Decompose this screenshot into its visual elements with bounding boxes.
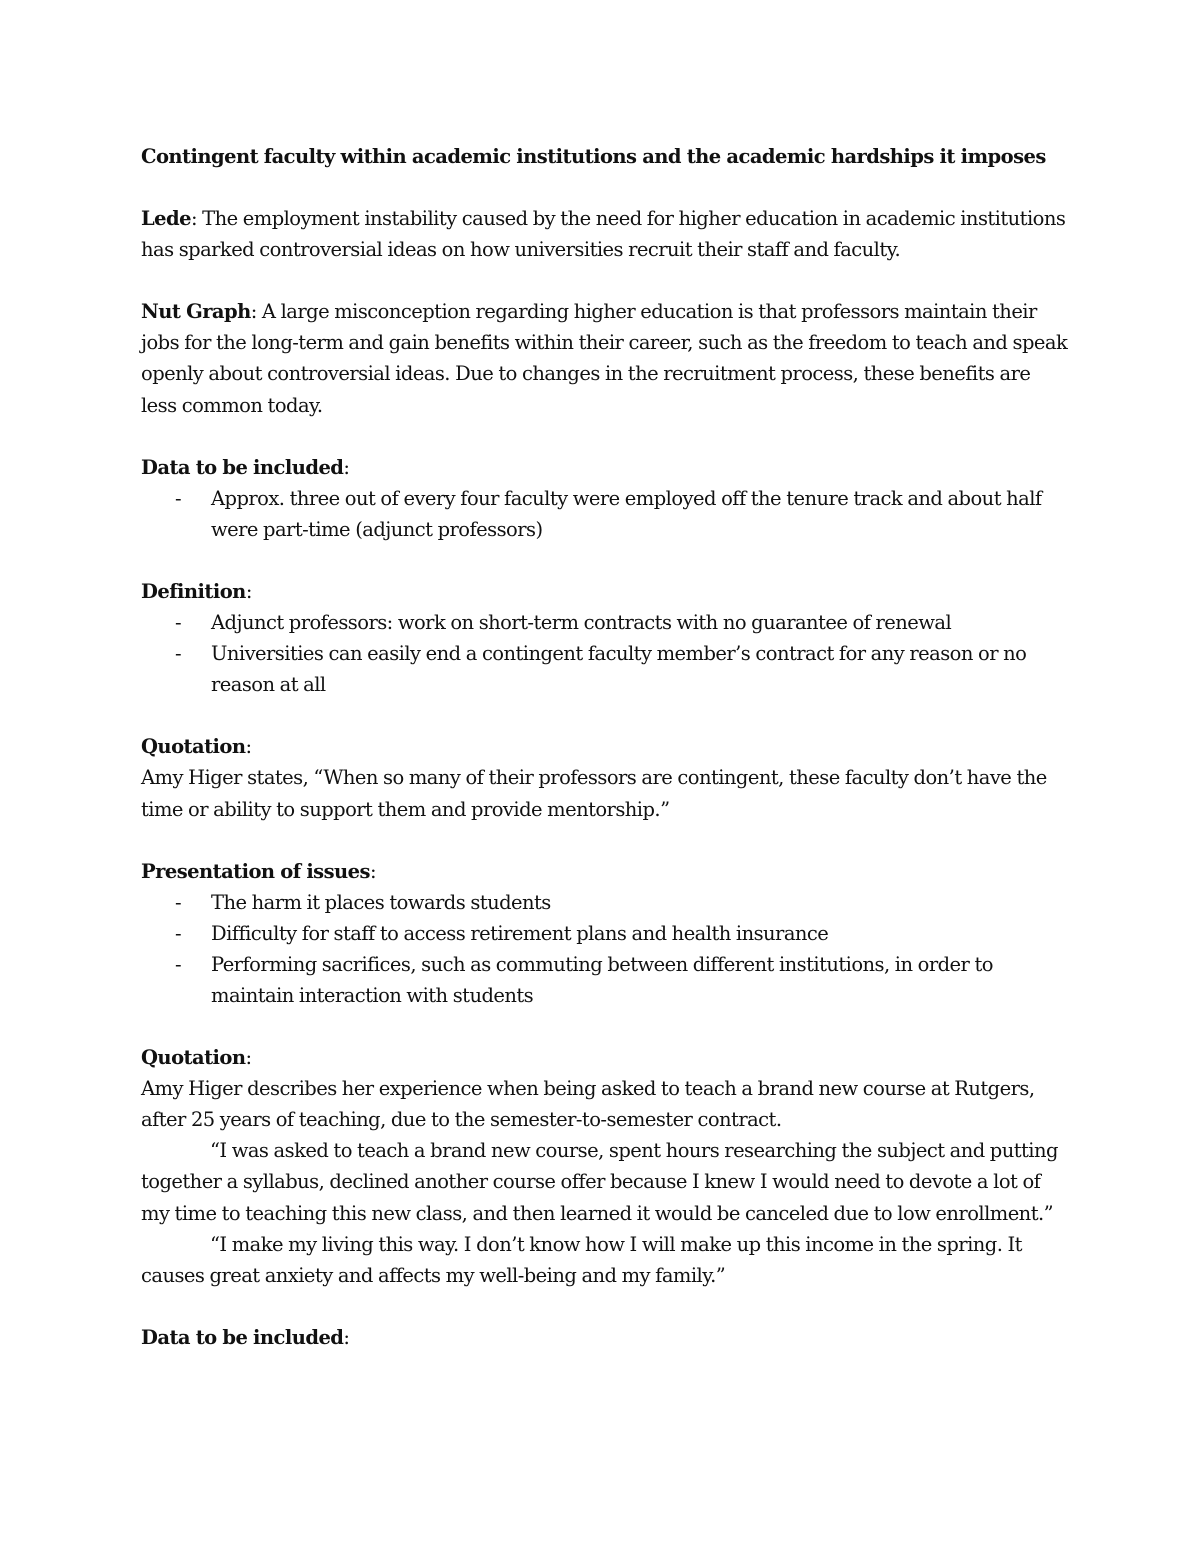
quotation-colon-1: : (245, 735, 252, 759)
data-label-1: Data to be included (141, 455, 344, 479)
data-heading-2 (141, 1322, 1071, 1353)
definition-label: Definition (141, 579, 246, 603)
issues-heading (141, 856, 1071, 887)
list-item (141, 607, 1071, 638)
definition-section (141, 576, 1071, 700)
quotation-section-2 (141, 1042, 1071, 1291)
quote-paragraph: “I make my living this way. I don’t know how I will make up this income in the spring. It causes great anxiety and affects my well-being and my family.” (141, 1232, 1022, 1287)
data-colon-1: : (343, 455, 350, 479)
quotation-label-1: Quotation (141, 735, 246, 759)
quotation-heading-2 (141, 1042, 1071, 1073)
issues-section (141, 856, 1071, 1011)
bullet-dash: - (175, 642, 182, 666)
lede-label: Lede (141, 207, 191, 231)
list-item (141, 483, 1071, 545)
document-page (141, 141, 1071, 1353)
data-colon-2: : (343, 1325, 350, 1349)
list-item-text: Performing sacrifices, such as commuting between different institutions, in order to maintain interaction with students (211, 952, 993, 1007)
lede-colon: : (190, 207, 197, 231)
issues-label: Presentation of issues (141, 859, 370, 883)
bullet-dash: - (175, 921, 182, 945)
list-item-text: The harm it places towards students (211, 890, 551, 914)
definition-list (141, 607, 1071, 700)
bullet-dash: - (175, 611, 182, 635)
data-section-2 (141, 1322, 1071, 1353)
list-item (141, 638, 1071, 700)
list-item (141, 918, 1071, 949)
lede-section (141, 203, 1071, 265)
nut-graph-text: A large misconception regarding higher education is that professors maintain their jobs for the long-term and gain benefits within their career, such as the freedom to teach and speak openly about controversial ideas. Due to changes in the recruitment process, these benefits are less common today. (141, 300, 1068, 417)
list-item-text: Approx. three out of every four faculty were employed off the tenure track and about half were part-time (adjunct professors) (211, 486, 1042, 541)
list-item-text: Difficulty for staff to access retirement plans and health insurance (211, 921, 829, 945)
data-section-1 (141, 452, 1071, 545)
data-list-1 (141, 483, 1071, 545)
nut-graph-colon: : (250, 300, 257, 324)
list-item (141, 949, 1071, 1011)
nut-graph-paragraph (141, 296, 1071, 420)
issues-list (141, 887, 1071, 1011)
lede-paragraph (141, 203, 1071, 265)
bullet-dash: - (175, 890, 182, 914)
nut-graph-label: Nut Graph (141, 300, 251, 324)
quotation-label-2: Quotation (141, 1046, 246, 1070)
nut-graph-section (141, 296, 1071, 420)
bullet-dash: - (175, 486, 182, 510)
quotation-text-1: Amy Higer states, “When so many of their professors are contingent, these faculty don’t have the time or ability to support them and provide mentorship.” (141, 766, 1047, 821)
bullet-dash: - (175, 952, 182, 976)
definition-heading (141, 576, 1071, 607)
quotation-colon-2: : (245, 1046, 252, 1070)
quotation-heading-1 (141, 731, 1071, 762)
quotation-intro-2: Amy Higer describes her experience when being asked to teach a brand new course at Rutgers, after 25 years of teaching, due to the semester-to-semester contract. (141, 1077, 1035, 1132)
list-item (141, 887, 1071, 918)
quote-paragraph: “I was asked to teach a brand new course, spent hours researching the subject and putting together a syllabus, declined another course offer because I knew I would need to devote a lot of my time to teaching this new class, and then learned it would be canceled due to low enrollment.” (141, 1139, 1058, 1225)
lede-text: The employment instability caused by the need for higher education in academic institutions has sparked controversial ideas on how universities recruit their staff and faculty. (141, 207, 1066, 262)
list-item-text: Adjunct professors: work on short-term contracts with no guarantee of renewal (211, 611, 952, 635)
document-title: Contingent faculty within academic institutions and the academic hardships it imposes (141, 145, 1046, 168)
data-heading-1 (141, 452, 1071, 483)
quotation-section-1 (141, 731, 1071, 824)
issues-colon: : (369, 859, 376, 883)
list-item-text: Universities can easily end a contingent faculty member’s contract for any reason or no reason at all (211, 642, 1027, 697)
definition-colon: : (245, 579, 252, 603)
data-label-2: Data to be included (141, 1325, 344, 1349)
